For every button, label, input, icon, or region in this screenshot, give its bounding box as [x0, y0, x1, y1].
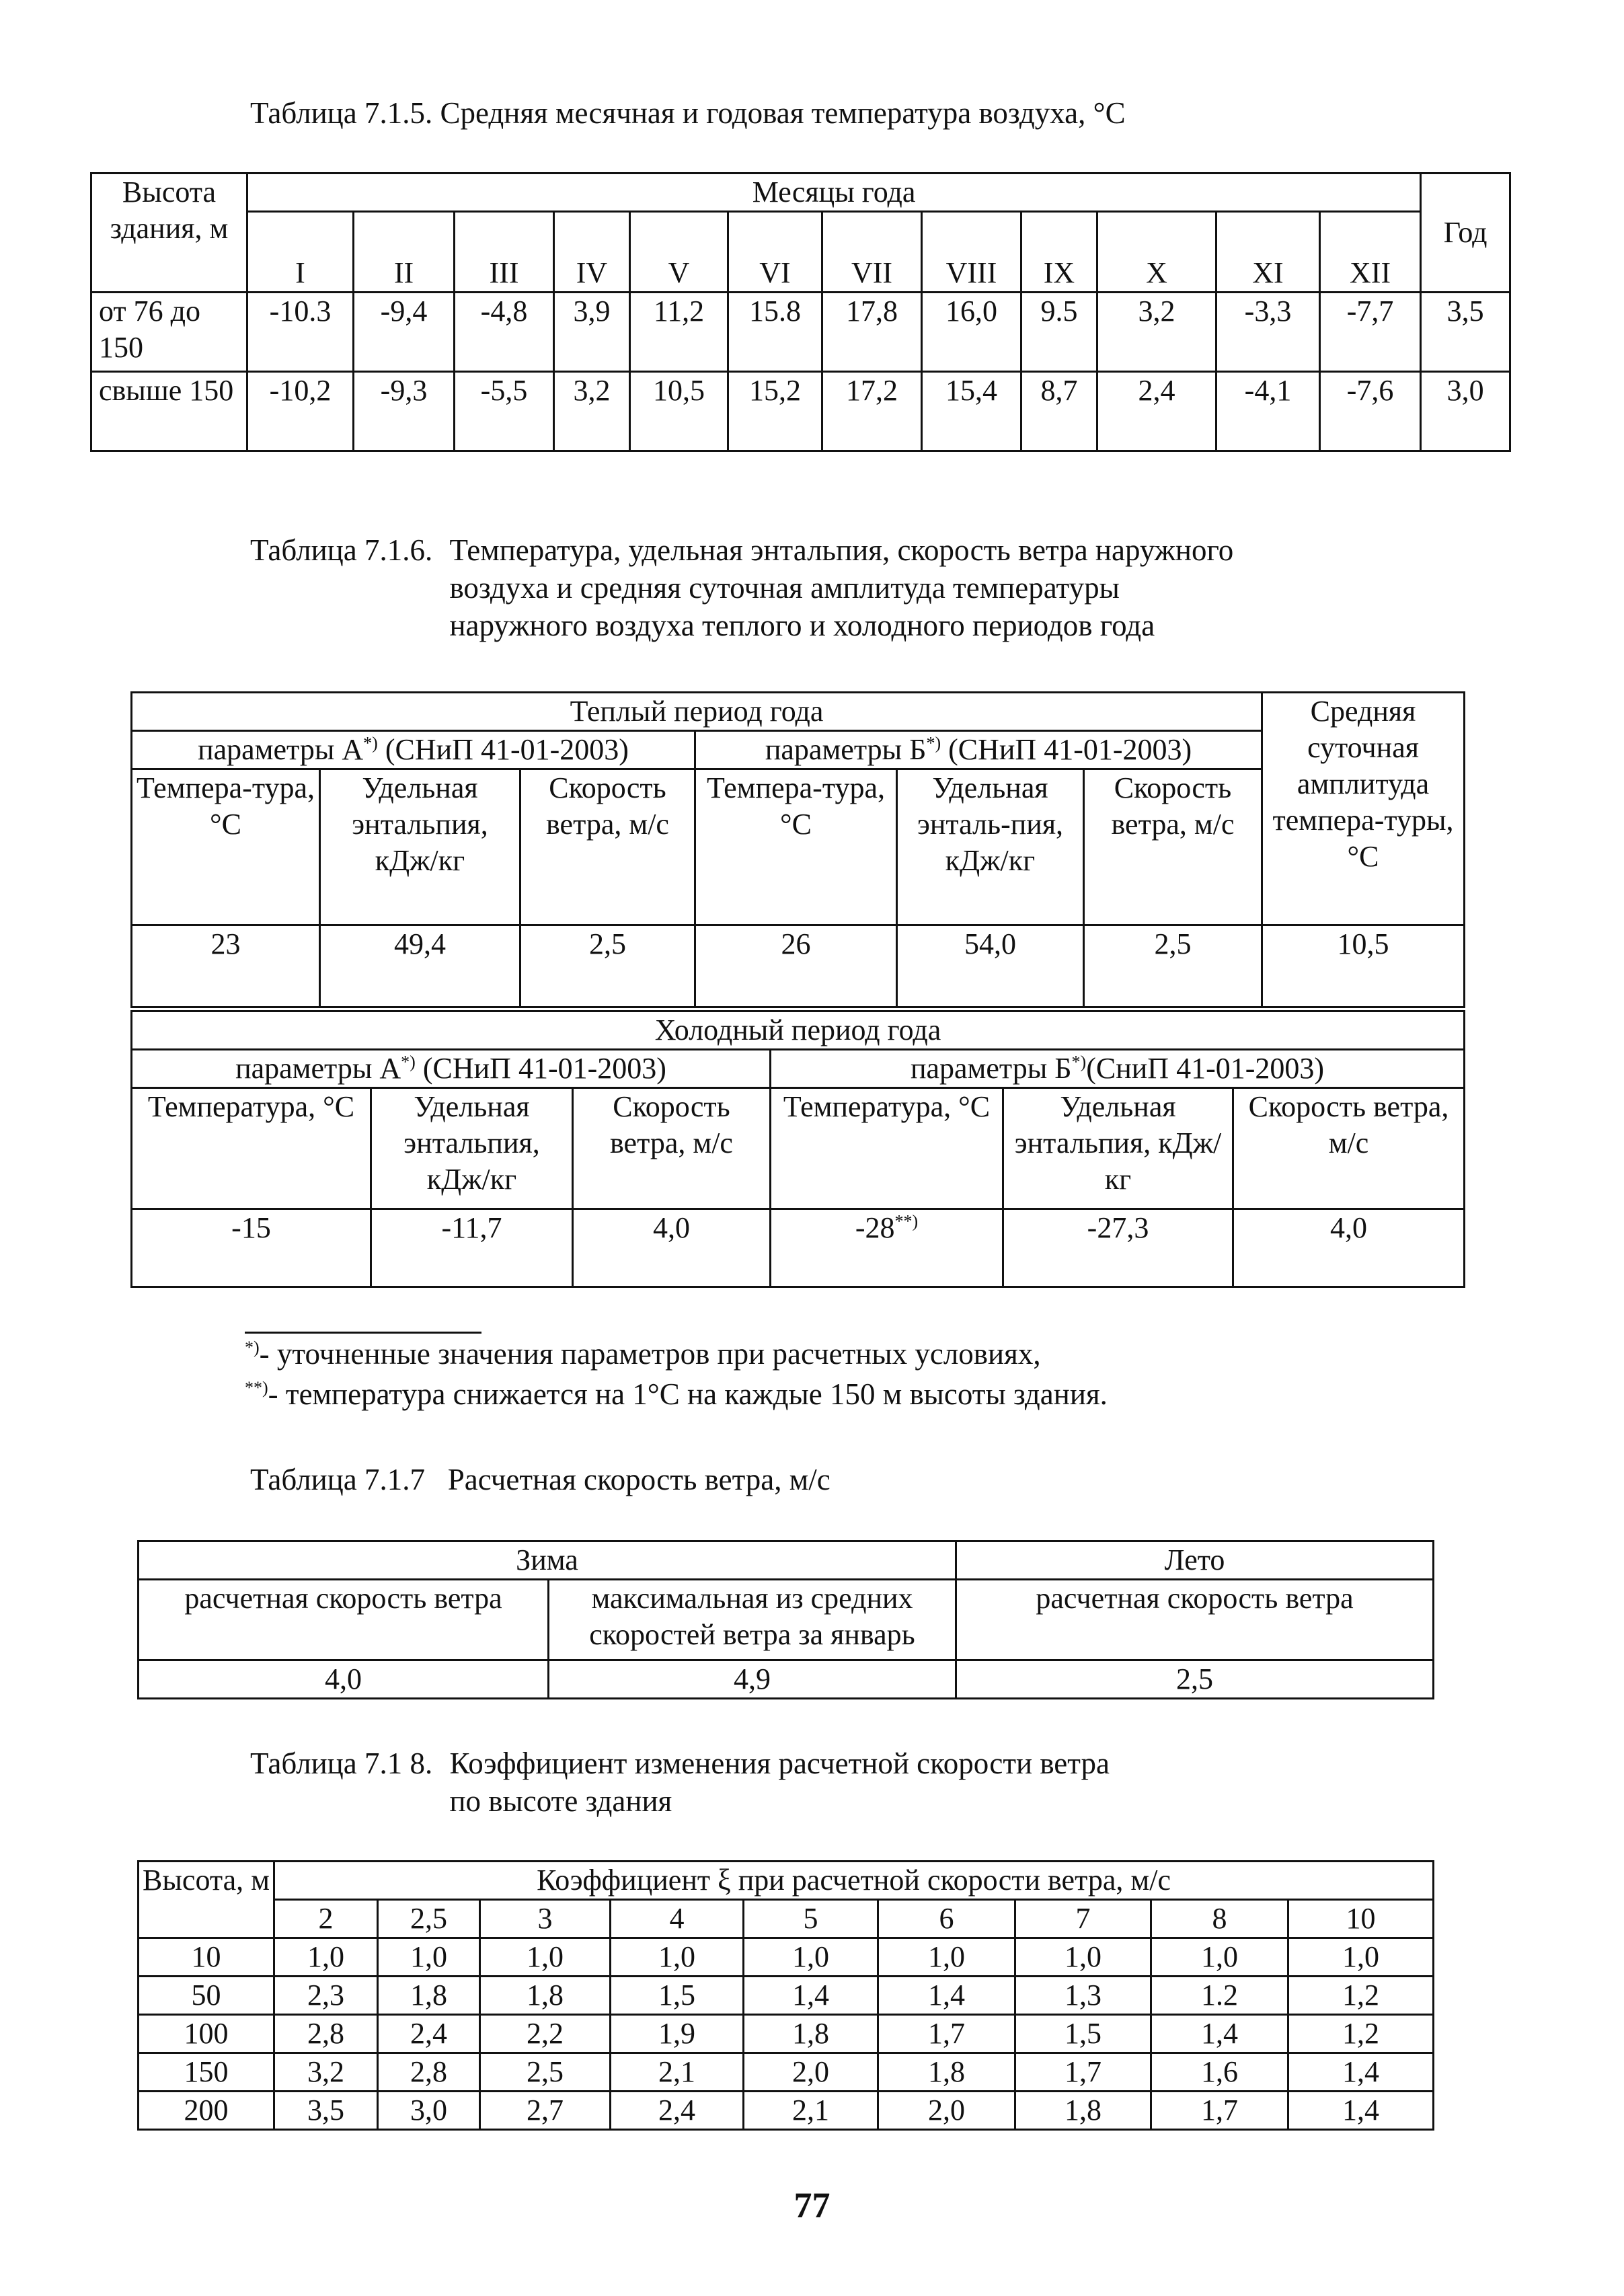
table-row	[132, 1209, 1465, 1287]
table-7-1-6-caption-title: Таблица 7.1.6.	[250, 533, 433, 567]
col-header: Температура, °С	[132, 1088, 371, 1209]
warm-period-row	[132, 693, 1465, 731]
coefficient-header: Коэффициент ξ при расчетной скорости ветра, м/с	[274, 1862, 1434, 1900]
table-7-1-6-caption-lines	[449, 531, 1233, 644]
speed-header: 8	[1151, 1900, 1288, 1938]
value-cell: -7,6	[1320, 372, 1421, 451]
table-7-1-6-caption	[250, 531, 1233, 644]
footnote-mark: *)	[363, 733, 378, 753]
col-header: расчетная скорость ветра	[139, 1580, 549, 1660]
height-cell: от 76 до 150	[91, 293, 247, 372]
value-cell: 1,5	[1015, 2015, 1151, 2053]
table-row	[91, 293, 1510, 372]
table-row	[139, 1938, 1434, 1977]
value-cell: 1,0	[878, 1938, 1015, 1977]
col-header: Скорость ветра, м/с	[573, 1088, 771, 1209]
table-7-1-6-cold	[130, 1010, 1465, 1288]
month-header: VIII	[922, 212, 1021, 293]
value-cell: -10.3	[247, 293, 354, 372]
value-cell: 1,4	[878, 1977, 1015, 2015]
value-cell: 1,3	[1015, 1977, 1151, 2015]
value-cell: 1,4	[1288, 2092, 1434, 2130]
value-cell: 1,4	[1151, 2015, 1288, 2053]
table-row	[139, 2053, 1434, 2092]
height-cell: 100	[139, 2015, 274, 2053]
value-cell: 17,2	[822, 372, 922, 451]
table-7-1-8-header-row	[139, 1862, 1434, 1900]
params-b-source: (СниП 41-01-2003)	[1086, 1052, 1325, 1085]
value-cell: 2,8	[274, 2015, 378, 2053]
value-cell: 2,5	[520, 925, 695, 1007]
value-cell: -4,1	[1216, 372, 1320, 451]
value-cell: 1.2	[1151, 1977, 1288, 2015]
value-cell: 15.8	[728, 293, 822, 372]
height-cell: свыше 150	[91, 372, 247, 451]
value-cell: 8,7	[1021, 372, 1097, 451]
params-a-label: параметры А	[198, 733, 364, 766]
table-row	[139, 1977, 1434, 2015]
month-header: III	[455, 212, 554, 293]
value-cell: 2,3	[274, 1977, 378, 2015]
month-header: V	[630, 212, 728, 293]
value-cell: 4,0	[573, 1209, 771, 1287]
value-cell: 2,5	[956, 1660, 1434, 1699]
month-header: II	[354, 212, 455, 293]
value-cell: 3,9	[554, 293, 630, 372]
table-7-1-8-caption-lines	[449, 1745, 1110, 1820]
value-cell: 15,2	[728, 372, 822, 451]
value-cell: 1,4	[1288, 2053, 1434, 2092]
month-header: X	[1097, 212, 1216, 293]
value-cell: 4,0	[1233, 1209, 1465, 1287]
value-cell: 2,5	[480, 2053, 611, 2092]
value-cell: 2,4	[378, 2015, 480, 2053]
value-cell: 1,4	[744, 1977, 878, 2015]
amplitude-header: Средняя суточная амплитуда темпера-туры, °С	[1262, 693, 1465, 925]
col-header: Удельная энтальпия, кДж/кг	[320, 769, 520, 925]
value-text: -28	[855, 1211, 895, 1244]
params-a-label: параметры А	[235, 1052, 401, 1085]
table-7-1-8-speeds-row	[139, 1900, 1434, 1938]
value-cell: -15	[132, 1209, 371, 1287]
col-header: Скорость ветра, м/с	[1233, 1088, 1465, 1209]
value-cell: -3,3	[1216, 293, 1320, 372]
params-a-source: (СНиП 41-01-2003)	[415, 1052, 666, 1085]
cold-cols-row	[132, 1088, 1465, 1209]
value-cell: 2,7	[480, 2092, 611, 2130]
footnote-mark: *)	[245, 1338, 260, 1357]
value-cell: 23	[132, 925, 320, 1007]
value-cell: -5,5	[455, 372, 554, 451]
value-cell: 3,2	[554, 372, 630, 451]
footnote-mark: *)	[401, 1052, 416, 1072]
value-cell: 1,8	[480, 1977, 611, 2015]
value-cell: 3,0	[378, 2092, 480, 2130]
cold-params-row	[132, 1050, 1465, 1088]
month-header: VI	[728, 212, 822, 293]
value-cell: 1,5	[611, 1977, 744, 2015]
col-header: Темпера-тура, °С	[695, 769, 897, 925]
value-cell: 10,5	[1262, 925, 1465, 1007]
value-cell: 2,8	[378, 2053, 480, 2092]
value-cell: 17,8	[822, 293, 922, 372]
caption-line: по высоте здания	[449, 1784, 672, 1818]
footnote-text: - температура снижается на 1°С на каждые 150 м высоты здания.	[268, 1377, 1108, 1411]
footnote-mark: **)	[894, 1211, 919, 1231]
value-cell: 1,9	[611, 2015, 744, 2053]
table-row	[139, 2092, 1434, 2130]
value-cell: 49,4	[320, 925, 520, 1007]
value-cell: -9,3	[354, 372, 455, 451]
table-7-1-7-caption-text: Таблица 7.1.7 Расчетная скорость ветра, м/с	[250, 1463, 830, 1496]
summer-header: Лето	[956, 1541, 1434, 1580]
winter-header: Зима	[139, 1541, 956, 1580]
value-cell: -10,2	[247, 372, 354, 451]
value-cell: 1,0	[480, 1938, 611, 1977]
value-cell: 2,2	[480, 2015, 611, 2053]
table-7-1-7-caption	[250, 1461, 830, 1498]
params-b-source: (СНиП 41-01-2003)	[941, 733, 1192, 766]
value-cell: 2,4	[1097, 372, 1216, 451]
year-cell: 3,5	[1421, 293, 1510, 372]
params-b-label: параметры Б	[910, 1052, 1072, 1085]
table-7-1-5-months-row	[91, 212, 1510, 293]
value-cell: 1,0	[744, 1938, 878, 1977]
value-cell: 4,0	[139, 1660, 549, 1699]
table-7-1-5-caption-text: Таблица 7.1.5. Средняя месячная и годовая температура воздуха, °С	[250, 96, 1126, 130]
col-header: Удельная энтальпия, кДж/кг	[1003, 1088, 1233, 1209]
speed-header: 3	[480, 1900, 611, 1938]
value-cell: 2,4	[611, 2092, 744, 2130]
value-cell: 1,0	[611, 1938, 744, 1977]
col-header: Удельная энтальпия, кДж/кг	[371, 1088, 573, 1209]
table-row	[91, 372, 1510, 451]
footnote-mark: **)	[245, 1378, 268, 1398]
value-cell: 1,0	[1151, 1938, 1288, 1977]
table-7-1-7-header-row	[139, 1541, 1434, 1580]
value-cell: 11,2	[630, 293, 728, 372]
caption-line: Температура, удельная энтальпия, скорость ветра наружного	[449, 533, 1234, 567]
height-cell: 10	[139, 1938, 274, 1977]
warm-params-b-header	[695, 731, 1262, 769]
month-header: VII	[822, 212, 922, 293]
height-cell: 200	[139, 2092, 274, 2130]
value-cell: 26	[695, 925, 897, 1007]
months-header: Месяцы года	[247, 174, 1421, 212]
col-header: Температура, °С	[771, 1088, 1003, 1209]
table-7-1-5-caption	[250, 94, 1126, 132]
col-header: расчетная скорость ветра	[956, 1580, 1434, 1660]
value-cell: 10,5	[630, 372, 728, 451]
warm-period-header: Теплый период года	[132, 693, 1262, 731]
value-cell: 1,8	[378, 1977, 480, 2015]
value-cell: 54,0	[897, 925, 1084, 1007]
footnote-text: - уточненные значения параметров при расчетных условиях,	[259, 1337, 1041, 1371]
speed-header: 7	[1015, 1900, 1151, 1938]
year-cell: 3,0	[1421, 372, 1510, 451]
params-b-label: параметры Б	[765, 733, 927, 766]
page-number: 77	[794, 2185, 830, 2225]
caption-line: наружного воздуха теплого и холодного периодов года	[449, 609, 1155, 642]
value-cell: 1,0	[378, 1938, 480, 1977]
value-cell: 1,0	[274, 1938, 378, 1977]
speed-header: 10	[1288, 1900, 1434, 1938]
footnote-2	[245, 1375, 1108, 1414]
value-cell: 2,1	[611, 2053, 744, 2092]
params-a-source: (СНиП 41-01-2003)	[377, 733, 629, 766]
month-header: XI	[1216, 212, 1320, 293]
month-header: IV	[554, 212, 630, 293]
speed-header: 2,5	[378, 1900, 480, 1938]
cold-params-a-header	[132, 1050, 771, 1088]
table-7-1-7-cols-row	[139, 1580, 1434, 1660]
speed-header: 6	[878, 1900, 1015, 1938]
table-row	[139, 2015, 1434, 2053]
footnote-mark: *)	[926, 733, 941, 753]
value-cell: 1,7	[1015, 2053, 1151, 2092]
value-cell: 1,8	[744, 2015, 878, 2053]
table-7-1-5	[90, 172, 1511, 452]
value-cell: 16,0	[922, 293, 1021, 372]
value-cell: 1,0	[1015, 1938, 1151, 1977]
value-cell: 2,0	[878, 2092, 1015, 2130]
value-cell: 1,7	[878, 2015, 1015, 2053]
height-cell: 50	[139, 1977, 274, 2015]
height-header: Высота здания, м	[91, 174, 247, 293]
value-cell: 1,6	[1151, 2053, 1288, 2092]
value-cell: -7,7	[1320, 293, 1421, 372]
value-cell: 2,5	[1084, 925, 1262, 1007]
value-cell	[771, 1209, 1003, 1287]
col-header: Скорость ветра, м/с	[1084, 769, 1262, 925]
table-7-1-6-warm	[130, 691, 1465, 1008]
value-cell: 2,1	[744, 2092, 878, 2130]
table-row	[139, 1660, 1434, 1699]
footnote-1	[245, 1334, 1041, 1373]
value-cell: 1,2	[1288, 2015, 1434, 2053]
month-header: I	[247, 212, 354, 293]
value-cell: 1,8	[878, 2053, 1015, 2092]
month-header: XII	[1320, 212, 1421, 293]
value-cell: 3,5	[274, 2092, 378, 2130]
speed-header: 2	[274, 1900, 378, 1938]
cold-period-row	[132, 1011, 1465, 1050]
value-cell: 4,9	[549, 1660, 956, 1699]
value-cell: -9,4	[354, 293, 455, 372]
col-header: максимальная из средних скоростей ветра за январь	[549, 1580, 956, 1660]
value-cell: -11,7	[371, 1209, 573, 1287]
value-cell: 2,0	[744, 2053, 878, 2092]
cold-params-b-header	[771, 1050, 1465, 1088]
caption-line: Коэффициент изменения расчетной скорости ветра	[449, 1747, 1110, 1780]
table-7-1-7	[137, 1540, 1434, 1699]
table-7-1-8-caption-title: Таблица 7.1 8.	[250, 1747, 433, 1780]
value-cell: 1,8	[1015, 2092, 1151, 2130]
speed-header: 4	[611, 1900, 744, 1938]
table-row	[132, 925, 1465, 1007]
footnote-rule	[245, 1332, 481, 1334]
value-cell: -4,8	[455, 293, 554, 372]
month-header: IX	[1021, 212, 1097, 293]
value-cell: 1,7	[1151, 2092, 1288, 2130]
col-header: Удельная энталь-пия, кДж/кг	[897, 769, 1084, 925]
value-cell: 1,2	[1288, 1977, 1434, 2015]
speed-header: 5	[744, 1900, 878, 1938]
value-cell: 9.5	[1021, 293, 1097, 372]
year-header: Год	[1421, 174, 1510, 293]
value-cell: -27,3	[1003, 1209, 1233, 1287]
footnote-mark: *)	[1071, 1052, 1087, 1072]
cold-period-header: Холодный период года	[132, 1011, 1465, 1050]
warm-params-a-header	[132, 731, 695, 769]
value-cell: 3,2	[274, 2053, 378, 2092]
table-7-1-5-header-row-1	[91, 174, 1510, 212]
value-cell: 3,2	[1097, 293, 1216, 372]
caption-line: воздуха и средняя суточная амплитуда температуры	[449, 571, 1120, 605]
height-cell: 150	[139, 2053, 274, 2092]
value-cell: 1,0	[1288, 1938, 1434, 1977]
col-header: Скорость ветра, м/с	[520, 769, 695, 925]
height-header: Высота, м	[139, 1862, 274, 1938]
table-7-1-8-caption	[250, 1745, 1110, 1820]
value-cell: 15,4	[922, 372, 1021, 451]
col-header: Темпера-тура, °С	[132, 769, 320, 925]
table-7-1-8	[137, 1860, 1434, 2131]
